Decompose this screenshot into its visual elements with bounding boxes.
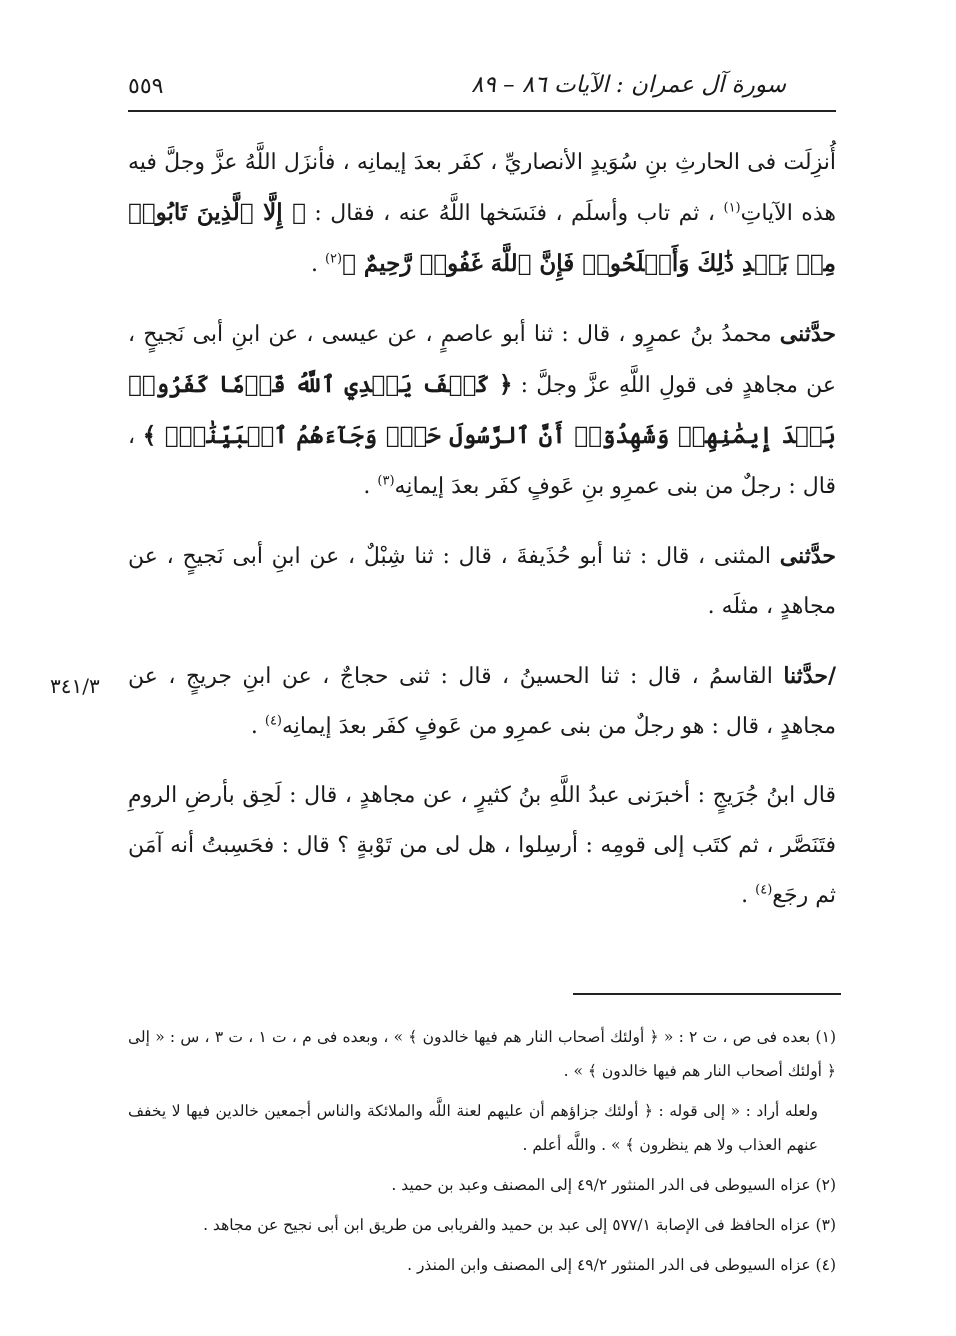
quran-verse: ﴿ إِلَّا ٱلَّذِينَ تَابُوا۟ مِنۢ بَعۡدِ ذَٰلِكَ وَأَصۡلَحُوا۟ فَإِنَّ ٱللَّهَ غَفُورٞ رَّحِيمٌ ﴾: [128, 199, 836, 277]
running-title: سورة آل عمران : الآيات ٨٦ – ٨٩: [471, 72, 786, 98]
page-number: ٥٥٩: [128, 74, 164, 99]
footnote-4: (٤) عزاه السيوطى فى الدر المنثور ٤٩/٢ إلى المصنف وابن المنذر .: [407, 1256, 836, 1274]
paragraph-5: قال ابنُ جُرَيجٍ : أخبرَنى عبدُ اللَّهِ بنُ كثيرٍ ، عن مجاهدٍ ، قال : لَحِق بأرضِ الرومِ فتَنَصَّر ، ثم كتَب إلى قومِه : أرسِلوا ، هل لى من تَوْبةٍ ؟ قال : فحَسِبتُ أنه آمَن ثم رجَع$^{(٤)}$ .: [128, 783, 836, 908]
footnote-1: (١) بعده فى ص ، ت ٢ : « ﴿ أولئك أصحاب النار هم فيها خالدون ﴾ » ، وبعده فى م ، ت ١ ، ت ٣ ، س : « إلى ﴿ أولئك أصحاب النار هم فيها خالدون ﴾ » .: [128, 1028, 836, 1080]
narration-lead: حدَّثنى: [779, 543, 836, 569]
narration-lead: حدَّثنى: [779, 321, 836, 347]
main-text: [128, 138, 836, 940]
narration-lead: /حدَّثنا: [783, 663, 836, 689]
footnote-ref: (٤): [755, 882, 773, 898]
paragraph-2: حدَّثنى محمدُ بنُ عمرٍو ، قال : ثنا أبو عاصمٍ ، عن عيسى ، عن ابنِ أبى نَجيحٍ ، عن مجاهدٍ فى قولِ اللَّهِ عزَّ وجلَّ : ﴿ كَيۡفَ يَهۡدِي ٱللَّهُ قَوۡمٗا كَفَرُوا۟ بَعۡدَ إِيمَٰنِهِمۡ وَشَهِدُوٓا۟ أَنَّ ٱلرَّسُولَ حَقّٞ وَجَآءَهُمُ ٱلۡبَيِّنَٰتُۚ ﴾ ، قال : رجلٌ من بنى عمرِو بنِ عَوفٍ كفَر بعدَ إيمانِه$^{(٣)}$ .: [128, 321, 837, 499]
footnote-2: (٢) عزاه السيوطى فى الدر المنثور ٤٩/٢ إلى المصنف وعبد بن حميد .: [391, 1176, 836, 1194]
paragraph-3: حدَّثنى المثنى ، قال : ثنا أبو حُذَيفةَ ، قال : ثنا شِبْلٌ ، عن ابنِ أبى نَجيحٍ ، عن مجاهدٍ ، مثلَه .: [128, 543, 836, 619]
quran-verse: ﴿ كَيۡفَ يَهۡدِي ٱللَّهُ قَوۡمٗا كَفَرُوا۟ بَعۡدَ إِيمَٰنِهِمۡ وَشَهِدُوٓا۟ أَنَّ ٱلرَّسُولَ حَقّٞ وَجَآءَهُمُ ٱلۡبَيِّنَٰتُۚ ﴾: [128, 371, 837, 449]
footnotes: [128, 1020, 836, 1288]
footnote-ref: (٣): [377, 473, 395, 489]
paragraph-4: /حدَّثنا القاسمُ ، قال : ثنا الحسينُ ، قال : ثنى حجاجٌ ، عن ابنِ جريجٍ ، عن مجاهدٍ ، قال : هو رجلٌ من بنى عمرِو من عَوفٍ كفَر بعدَ إيمانِه$^{(٤)}$ .: [128, 663, 836, 739]
footnote-3: (٣) عزاه الحافظ فى الإصابة ٥٧٧/١ إلى عبد بن حميد والفريابى من طريق ابن أبى نجيح عن مجاهد .: [203, 1216, 836, 1234]
footnote-ref: (٢): [324, 251, 343, 267]
page-header: [128, 66, 836, 112]
footnote-ref: (١): [723, 200, 741, 216]
margin-page-reference: ٣٤١/٣: [50, 674, 100, 698]
footnote-1-continued: ولعله أراد : « إلى قوله : ﴿ أولئك جزاؤهم أن عليهم لعنة اللَّه والملائكة والناس أجمعين خالدين فيها لا يخفف عنهم العذاب ولا هم ينظرون ﴾ » . واللَّه أعلم .: [128, 1102, 818, 1154]
footnote-divider: [573, 993, 841, 995]
paragraph-1: أُنزِلَت فى الحارثِ بنِ سُوَيدٍ الأنصاريِّ ، كفَر بعدَ إيمانِه ، فأنزَل اللَّهُ عزَّ وجلَّ فيه هذه الآياتِ$^{(١)}$ ، ثم تاب وأسلَم ، فنَسَخها اللَّهُ عنه ، فقال : ﴿ إِلَّا ٱلَّذِينَ تَابُوا۟ مِنۢ بَعۡدِ ذَٰلِكَ وَأَصۡلَحُوا۟ فَإِنَّ ٱللَّهَ غَفُورٞ رَّحِيمٌ ﴾$^{(٢)}$ .: [128, 150, 836, 277]
footnote-ref: (٤): [264, 713, 282, 729]
